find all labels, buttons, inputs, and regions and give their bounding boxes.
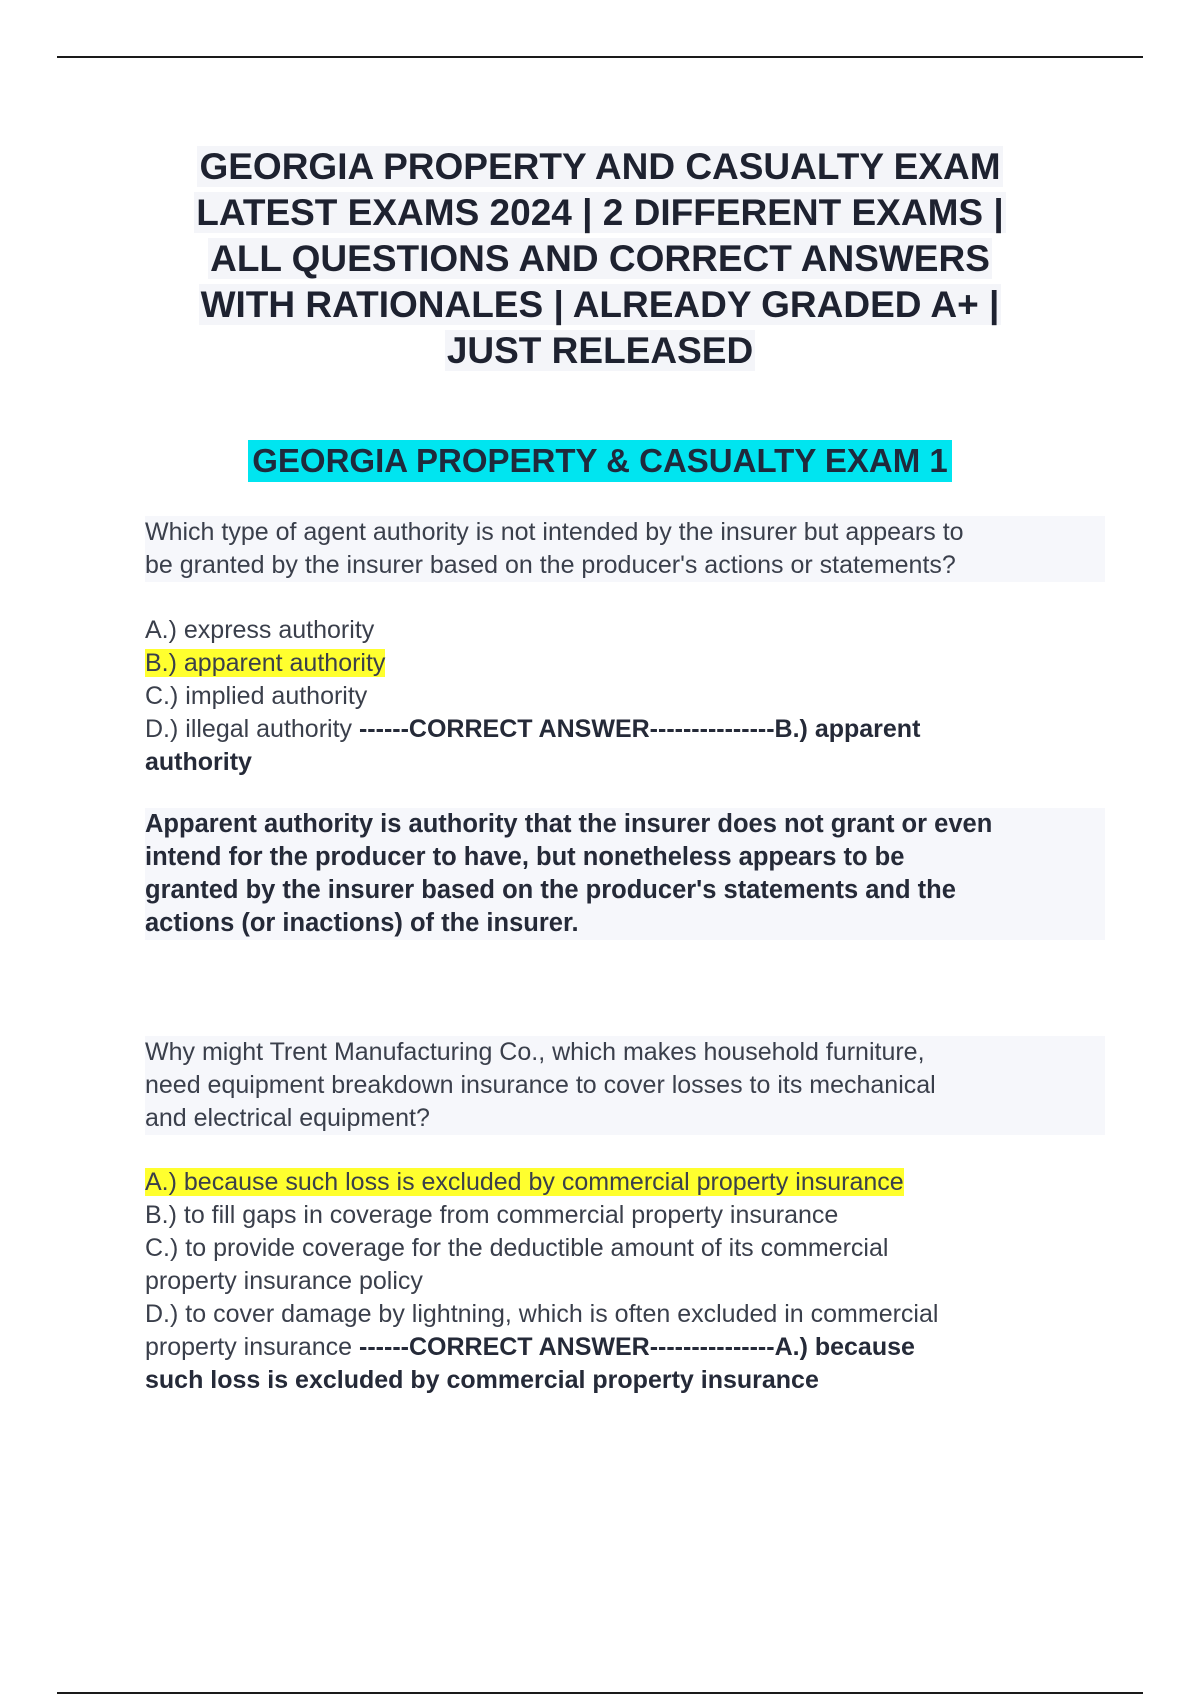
question-2-options [145, 1166, 1105, 1397]
option-c: C.) to provide coverage for the deductible amount of its commercial [145, 1234, 889, 1262]
document-title [150, 144, 1050, 374]
question-1-rationale [145, 808, 1105, 940]
correct-answer-tail: such loss is excluded by commercial property insurance [145, 1366, 819, 1394]
option-d: D.) to cover damage by lightning, which is often excluded in commercial [145, 1300, 939, 1328]
option-d: D.) illegal authority [145, 715, 353, 743]
correct-answer-marker: ------CORRECT ANSWER---------------A.) because [359, 1333, 915, 1361]
question-line: be granted by the insurer based on the producer's actions or statements? [145, 549, 1105, 582]
exam-heading: GEORGIA PROPERTY & CASUALTY EXAM 1 [248, 440, 952, 482]
question-line: Which type of agent authority is not intended by the insurer but appears to [145, 516, 1105, 549]
correct-answer-marker: ------CORRECT ANSWER---------------B.) apparent [358, 715, 921, 743]
correct-answer-tail: authority [145, 748, 252, 776]
title-line: ALL QUESTIONS AND CORRECT ANSWERS [210, 238, 990, 279]
question-line: and electrical equipment? [145, 1102, 1105, 1135]
top-rule [57, 56, 1143, 58]
question-line: Why might Trent Manufacturing Co., which makes household furniture, [145, 1036, 1105, 1069]
rationale-line: actions (or inactions) of the insurer. [145, 907, 1105, 940]
option-a-highlighted: A.) because such loss is excluded by commercial property insurance [145, 1168, 904, 1196]
exam-heading-container [0, 440, 1200, 482]
option-c-continued: property insurance policy [145, 1267, 423, 1295]
question-2-text [145, 1036, 1105, 1135]
question-1-options [145, 614, 1105, 779]
title-line: WITH RATIONALES | ALREADY GRADED A+ | [200, 284, 1000, 325]
title-line: JUST RELEASED [446, 330, 754, 371]
rationale-line: granted by the insurer based on the producer's statements and the [145, 874, 1105, 907]
question-line: need equipment breakdown insurance to cover losses to its mechanical [145, 1069, 1105, 1102]
title-line: GEORGIA PROPERTY AND CASUALTY EXAM [199, 146, 1001, 187]
question-1-text [145, 516, 1105, 582]
rationale-line: intend for the producer to have, but nonetheless appears to be [145, 841, 1105, 874]
option-c: C.) implied authority [145, 682, 368, 710]
bottom-rule [57, 1692, 1143, 1694]
option-a: A.) express authority [145, 616, 375, 644]
option-d-continued: property insurance [145, 1333, 353, 1361]
option-b: B.) to fill gaps in coverage from commercial property insurance [145, 1201, 839, 1229]
option-b-highlighted: B.) apparent authority [145, 649, 386, 677]
rationale-line: Apparent authority is authority that the insurer does not grant or even [145, 808, 1105, 841]
title-line: LATEST EXAMS 2024 | 2 DIFFERENT EXAMS | [196, 192, 1004, 233]
